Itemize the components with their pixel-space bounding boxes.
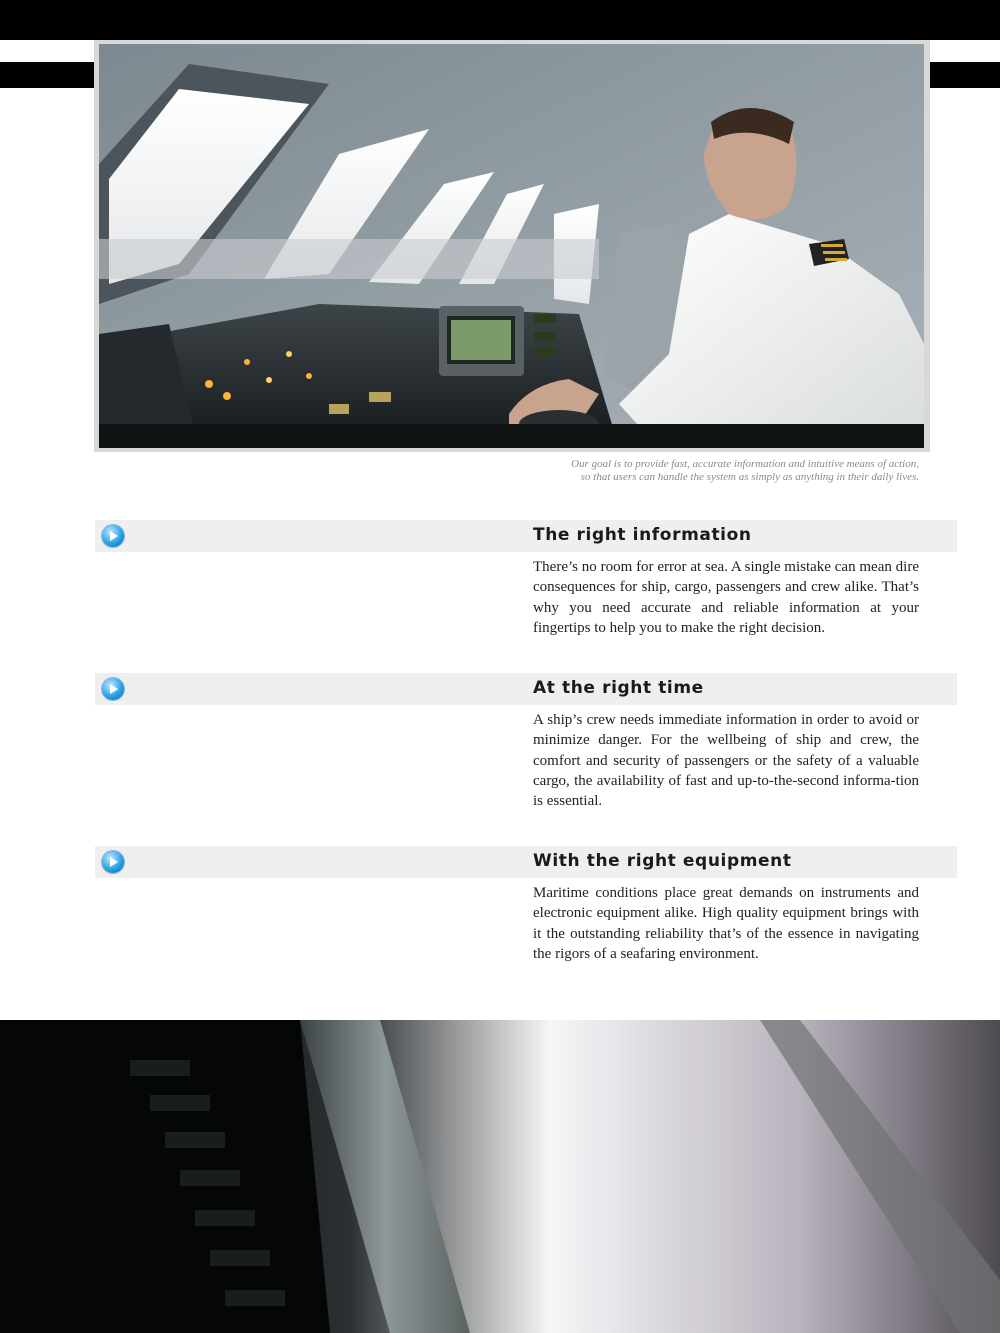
hero-caption	[470, 458, 919, 484]
section-right-information	[95, 520, 957, 638]
left-black-tab	[0, 58, 94, 88]
section-header-bar	[95, 520, 957, 552]
section-body: Maritime conditions place great demands on instruments and electronic equipment alike. High quality equipment brings with it the outstanding reliability that’s of the essence in navigating the rigors of a seafaring environment.	[533, 885, 919, 962]
section-header-bar	[95, 673, 957, 705]
play-bullet-icon	[102, 525, 124, 547]
play-bullet-icon	[102, 678, 124, 700]
section-heading: With the right equipment	[533, 851, 792, 871]
play-bullet-icon	[102, 851, 124, 873]
hero-photo-ship-bridge	[99, 44, 924, 448]
hero-photo-frame	[94, 40, 930, 452]
right-black-tab	[930, 58, 1000, 88]
bottom-equipment-photo	[0, 1020, 1000, 1333]
caption-line-1: Our goal is to provide fast, accurate information and intuitive means of action,	[571, 458, 919, 470]
section-body: There’s no room for error at sea. A single mistake can mean dire consequences for ship, cargo, passengers and crew alike. That’s why you need accurate and reliable information at your fingertips to help you to make the right decision.	[533, 559, 919, 636]
section-body: A ship’s crew needs immediate information in order to avoid or minimize danger. For the wellbeing of ship and crew, the comfort and security of passengers or the safety of a valuable cargo, the availability of fast and up-to-the-second informa-tion is essential.	[533, 712, 919, 810]
section-heading: The right information	[533, 525, 752, 545]
section-right-time	[95, 673, 957, 811]
section-right-equipment	[95, 846, 957, 964]
top-black-band	[0, 0, 1000, 40]
section-heading: At the right time	[533, 678, 704, 698]
section-header-bar	[95, 846, 957, 878]
caption-line-2: so that users can handle the system as simply as anything in their daily lives.	[580, 471, 919, 483]
